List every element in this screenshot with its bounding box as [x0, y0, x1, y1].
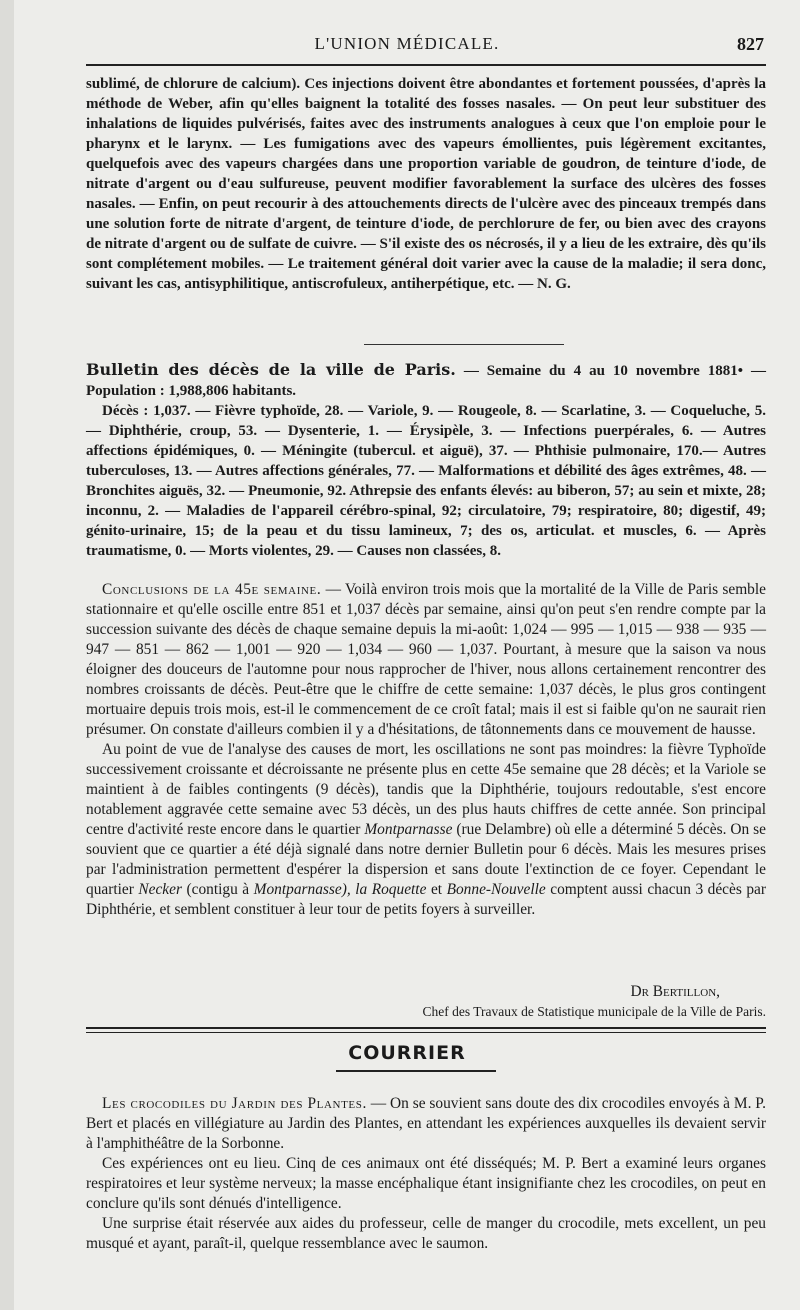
journal-page: [14, 0, 800, 1310]
page-number: 827: [737, 34, 764, 54]
running-title: L'UNION MÉDICALE.: [314, 34, 500, 53]
double-rule: [86, 1027, 766, 1033]
courrier: [86, 1094, 766, 1254]
conclusions-text-2b: (rue Delambre) où elle a déterminé 5 décès. On se souvient que ce quartier a été déjà signalé dans notre dernier Bulletin pour 6 décès. Mais les mesures prises par l'administration permettent d'espérer la dispersion et sans doute l'extinction de ce foyer. Cependant le quartier: [86, 821, 766, 898]
bulletin-intro: — Semaine du 4 au 10 novembre 1881• — Population : 1,988,806 habitants.: [86, 363, 767, 399]
bulletin-deaths: Décès : 1,037. — Fièvre typhoïde, 28. — Variole, 9. — Rougeole, 8. — Scarlatine, 3. — Coqueluche, 5. — Diphthérie, croup, 53. — Dysenterie, 1. — Érysipèle, 3. — Infections puerpérales, 6. — Autres affections épidémiques, 0. — Méningite (tubercul. et aiguë), 37. — Phthisie pulmonaire, 170.— Autres tuberculoses, 13. — Autres affections générales, 77. — Malformations et débilité des âges extrêmes, 48. — Bronchites aiguës, 32. — Pneumonie, 92. Athrepsie des enfants élevés: au biberon, 57; au sein et mixte, 28; inconnu, 2. — Maladies de l'appareil cérébro-spinal, 92; circulatoire, 79; respiratoire, 80; digestif, 49; génito-urinaire, 15; de la peau et du tissu lamineux, 7; des os, articulat. et muscles, 6. — Après traumatisme, 0. — Morts violentes, 29. — Causes non classées, 8.: [86, 403, 766, 559]
signature: [86, 982, 766, 1022]
courrier-heading: Les crocodiles du Jardin des Plantes.: [102, 1095, 367, 1112]
header-rule: [86, 64, 766, 66]
signature-name: Dr Bertillon,: [630, 983, 720, 1000]
courrier-paragraph-3: Une surprise était réservée aux aides du professeur, celle de manger du crocodile, mets excellent, un peu musqué et ayant, paraît-il, quelque ressemblance avec le saumon.: [86, 1215, 766, 1252]
courrier-paragraph-1: [86, 1094, 766, 1154]
place-montparnasse: Montparnasse: [364, 821, 453, 838]
running-head: [14, 34, 800, 56]
courrier-paragraph-2: Ces expériences ont eu lieu. Cinq de ces animaux ont été disséqués; M. P. Bert a examiné leurs organes respiratoires et leur système nerveux; la masse encéphalique étant insignifiante chez les crocodiles, on peut en conclure qu'ils sont dénués d'intelligence.: [86, 1155, 766, 1212]
conclusions-paragraph-2: [86, 740, 766, 920]
place-necker: Necker: [138, 881, 182, 898]
conclusions-text-2c: (contigu à: [181, 881, 254, 898]
conclusions: [86, 580, 766, 920]
conclusions-text-1: — Voilà environ trois mois que la mortalité de la Ville de Paris semble stationnaire et qu'elle oscille entre 851 et 1,037 décès par semaine, ainsi qu'on peut s'en rendre compte par la succession suivante des décès de chaque semaine depuis la mi-août: 1,024 — 995 — 1,015 — 938 — 935 — 947 — 851 — 862 — 1,001 — 920 — 1,034 — 960 — 1,037. Pourtant, à mesure que la saison va nous éloigner des douceurs de l'automne pour nous rapprocher de l'hiver, nous allons certainement rencontrer des nombres croissants de décès. Peut-être que le chiffre de cette semaine: 1,037 décès, le plus gros contingent mortuaire depuis trois mois, est-il le commencement de ce croît fatal; mais il est si faible qu'on ne saurait rien présumer. On constate d'ailleurs combien il y a d'hésitations, de tâtonnements dans ce mouvement de hausse.: [86, 581, 766, 738]
place-bonne-nouvelle: Bonne-Nouvelle: [446, 881, 546, 898]
section-divider: [364, 344, 564, 345]
conclusions-text-2e: comptent aussi chacun 3 décès par Diphthérie, et semblent constituer à leur tour de petits foyers à surveiller.: [86, 881, 767, 918]
conclusions-text-2d: et: [426, 881, 447, 898]
bulletin-intro-paragraph: [86, 360, 766, 401]
conclusions-text-2a: Au point de vue de l'analyse des causes de mort, les oscillations ne sont pas moindres: la fièvre Typhoïde successivement croissante et décroissante ne présente plus en cette 45e semaine que 28 décès; et la Variole se maintient à de faibles contingents (9 décès), tandis que la Diphthérie, toujours redoutable, s'est encore notablement aggravée cette semaine avec 53 décès, un des plus hauts chiffres de cette année. Son principal centre d'activité reste encore dans le quartier: [86, 741, 766, 838]
bulletin: [86, 360, 766, 561]
conclusions-heading: Conclusions de la 45e semaine.: [102, 581, 322, 598]
place-roquette: Montparnasse), la Roquette: [253, 881, 427, 898]
signature-role: Chef des Travaux de Statistique municipale de la Ville de Paris.: [422, 1004, 766, 1019]
article-end: [86, 74, 766, 294]
courrier-title: COURRIER: [348, 1042, 466, 1064]
bulletin-title: Bulletin des décès de la ville de Paris.: [86, 360, 456, 379]
conclusions-paragraph-1: [86, 580, 766, 740]
courrier-text-1: — On se souvient sans doute des dix crocodiles envoyés à M. P. Bert et placés en villégiature au Jardin des Plantes, en attendant les expériences auxquelles ils devaient servir à l'amphithéâtre de la Sorbonne.: [86, 1095, 766, 1152]
article-end-paragraph: sublimé, de chlorure de calcium). Ces injections doivent être abondantes et fortement poussées, d'après la méthode de Weber, afin qu'elles baignent la totalité des fosses nasales. — On peut leur substituer des inhalations de liquides pulvérisés, faites avec des instruments analogues à ceux que l'on emploie pour le pharynx et le larynx. — Les fumigations avec des vapeurs émollientes, puis légèrement excitantes, quelquefois avec des vapeurs chargées dans une proportion variable de goudron, de teinture d'iode, de nitrate d'argent ou d'eau sulfureuse, peuvent modifier favorablement la surface des ulcères des fosses nasales. — Enfin, on peut recourir à des attouchements directs de l'ulcère avec des pinceaux trempés dans une solution forte de nitrate d'argent, de teinture d'iode, de perchlorure de fer, ou bien avec des crayons de nitrate d'argent ou de sulfate de cuivre. — S'il existe des os nécrosés, il y a lieu de les extraire, dès qu'ils sont complétement mobiles. — Le traitement général doit varier avec la cause de la maladie; il sera donc, suivant les cas, antisyphilitique, antiscrofuleux, antiherpétique, etc. — N. G.: [86, 76, 766, 292]
title-rule: [336, 1070, 496, 1072]
